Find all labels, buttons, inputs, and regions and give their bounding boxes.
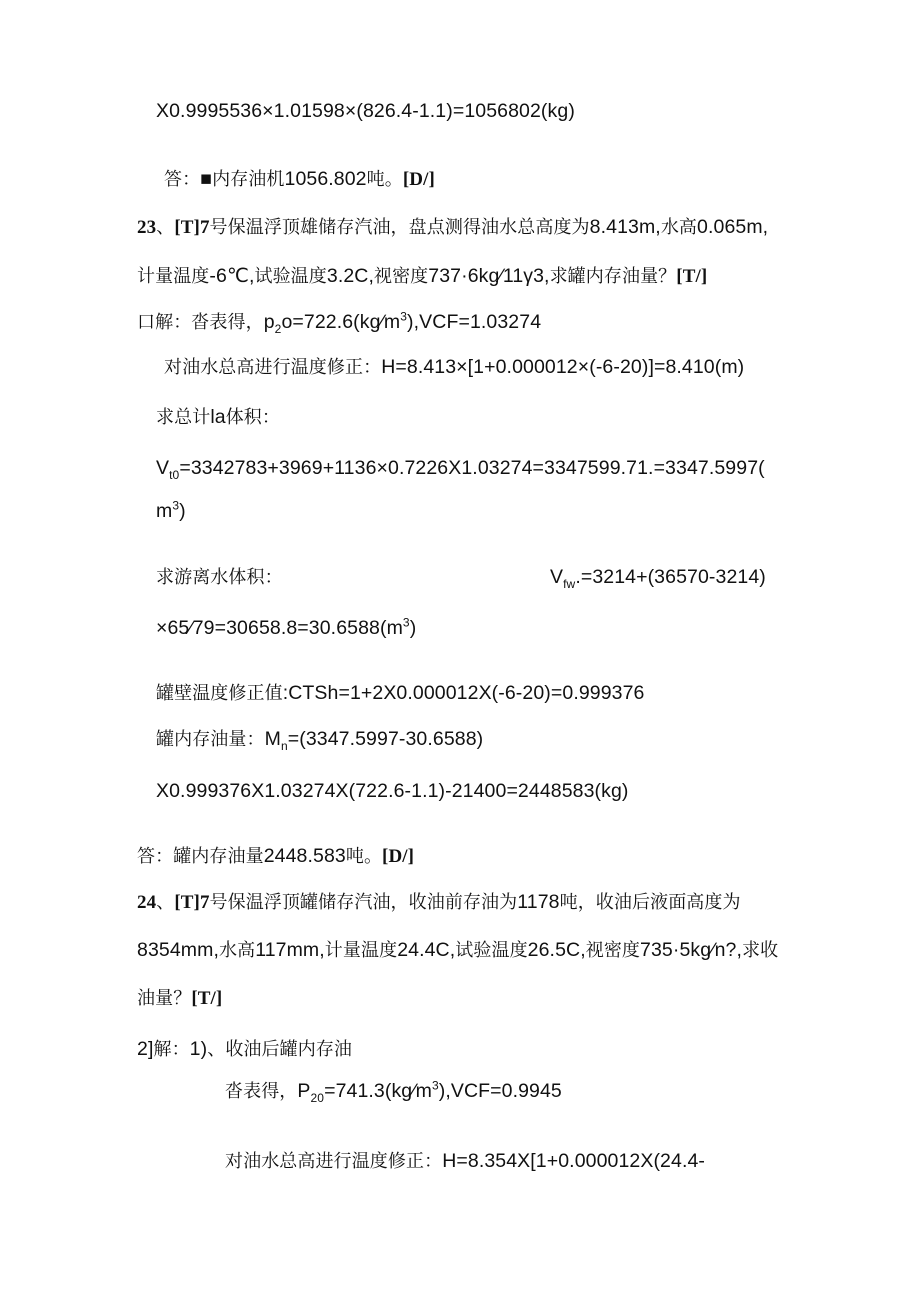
text-run: o=722.6(kg∕m: [281, 311, 401, 333]
text-run: 、收油后罐内存油: [207, 1039, 353, 1060]
text-run: [T]7: [174, 892, 210, 913]
text-run: 8354mm,: [137, 939, 219, 961]
text-run: X0.999376X1.03274X(722.6-1.1)-21400=2448583(kg): [156, 780, 629, 802]
text-run: -6℃,: [209, 265, 255, 287]
text-run: 0.065m,: [697, 216, 769, 238]
text-run: 、: [156, 217, 175, 238]
text-line: [156, 728, 483, 751]
text-line: [225, 1080, 562, 1103]
text-run: 3: [431, 1078, 439, 1093]
text-run: 3: [402, 615, 410, 630]
text-run: 求游离水体积：: [156, 567, 283, 588]
text-run: 3: [172, 498, 180, 513]
text-run: :CTSh=1+2X0.000012X(-6-20)=0.999376: [282, 682, 645, 704]
text-run: la: [210, 406, 226, 428]
text-run: 8.413m,: [589, 216, 661, 238]
text-line: [156, 617, 416, 640]
text-line: [156, 566, 283, 589]
text-run: 视密度: [585, 940, 641, 961]
text-run: .=3214+(36570-3214): [575, 566, 766, 588]
text-run: 24: [137, 892, 157, 913]
text-line: [164, 168, 435, 192]
text-run: [D/]: [402, 169, 435, 190]
text-run: 答：罐内存油量: [137, 846, 264, 867]
text-run: 试验温度: [254, 266, 327, 287]
text-run: 对油水总高进行温度修正：: [164, 357, 382, 378]
text-line: [156, 682, 645, 705]
text-run: ■: [200, 168, 213, 190]
text-line: [137, 845, 414, 869]
text-line: [550, 566, 766, 589]
text-run: 吨。: [366, 169, 403, 190]
text-run: 1178: [517, 891, 560, 913]
text-line: [156, 406, 280, 429]
text-run: 26.5C,: [527, 939, 586, 961]
question-heading: [137, 216, 768, 240]
text-run: 解：: [153, 1039, 190, 1060]
text-run: 计量温度: [137, 266, 210, 287]
text-run: 3.2C,: [326, 265, 374, 287]
text-line: [164, 356, 744, 379]
text-run: ),VCF=1.03274: [407, 311, 542, 333]
text-run: [D/]: [382, 846, 415, 867]
text-run: 沓表得，: [225, 1081, 298, 1102]
text-run: 、: [156, 892, 175, 913]
text-run: =741.3(kg∕m: [324, 1080, 432, 1102]
text-run: X0.9995536×1.01598×(826.4-1.1)=1056802(kg): [156, 100, 575, 122]
text-run: 体积：: [225, 407, 281, 428]
text-run: ): [409, 617, 417, 639]
text-run: ×65∕79=30658.8=30.6588(m: [156, 617, 403, 639]
text-run: 1): [189, 1038, 208, 1060]
text-run: H=8.354X[1+0.000012X(24.4-: [442, 1150, 706, 1172]
text-run: 求罐内存油量？: [549, 266, 677, 287]
text-run: H=8.413×[1+0.000012×(-6-20)]=8.410(m): [381, 356, 745, 378]
text-run: 117mm,: [255, 939, 325, 961]
text-run: m: [156, 500, 173, 522]
text-run: 2: [274, 321, 282, 336]
text-run: 3: [400, 309, 408, 324]
text-run: P: [297, 1080, 311, 1102]
text-run: 吨。: [345, 846, 383, 867]
question-heading: [137, 891, 741, 915]
text-run: 737·6kg∕11γ3,: [428, 265, 550, 287]
text-run: V: [156, 457, 170, 479]
text-run: 24.4C,: [397, 939, 456, 961]
text-run: t0: [169, 467, 180, 482]
text-run: 1056.802: [284, 168, 367, 190]
text-run: 试验温度: [455, 940, 528, 961]
text-run: n: [280, 738, 288, 753]
text-run: =3342783+3969+1136×0.7226X1.03274=3347599.71.=3347.5997(: [179, 457, 765, 479]
text-run: 答：: [164, 169, 201, 190]
text-run: 求收: [741, 940, 779, 961]
text-line: [137, 311, 541, 334]
text-run: 2448.583: [263, 845, 346, 867]
text-run: =(3347.5997-30.6588): [287, 728, 484, 750]
text-run: [T/]: [676, 266, 708, 287]
text-run: 罐壁温度修正值: [156, 683, 283, 704]
text-run: 20: [310, 1090, 325, 1105]
text-run: 内存油机: [212, 169, 285, 190]
text-run: 号保温浮顶雄储存汽油，盘点测得油水总高度为: [209, 217, 590, 238]
text-run: 吨，收油后液面高度为: [559, 892, 741, 913]
text-run: 计量温度: [324, 940, 398, 961]
text-line: [156, 780, 629, 803]
text-run: [T/]: [191, 988, 223, 1009]
text-run: M: [264, 728, 281, 750]
text-run: [T]7: [174, 217, 210, 238]
text-run: 求总计: [156, 407, 211, 428]
text-line: [225, 1150, 705, 1173]
text-run: 罐内存油量：: [156, 729, 265, 750]
text-run: 对油水总高进行温度修正：: [225, 1151, 443, 1172]
text-run: V: [550, 566, 564, 588]
text-run: 号保温浮顶罐储存汽油，收油前存油为: [209, 892, 518, 913]
text-run: 735·5kg∕n?,: [640, 939, 742, 961]
text-run: 口解：沓表得，: [137, 312, 264, 333]
text-run: 水高: [660, 217, 698, 238]
text-run: 油量？: [137, 988, 192, 1009]
text-run: fw: [563, 576, 576, 591]
text-run: ): [179, 500, 186, 522]
text-line: [156, 100, 575, 123]
text-line: [137, 265, 707, 289]
text-line: [137, 939, 778, 962]
text-line: [156, 500, 186, 523]
text-run: p: [263, 311, 275, 333]
text-run: 视密度: [373, 266, 429, 287]
text-run: 23: [137, 217, 157, 238]
text-run: 水高: [219, 940, 256, 961]
text-run: 2]: [137, 1038, 154, 1060]
text-line: [137, 987, 222, 1011]
text-run: ),VCF=0.9945: [438, 1080, 562, 1102]
text-line: [156, 457, 765, 480]
text-line: [137, 1038, 352, 1061]
